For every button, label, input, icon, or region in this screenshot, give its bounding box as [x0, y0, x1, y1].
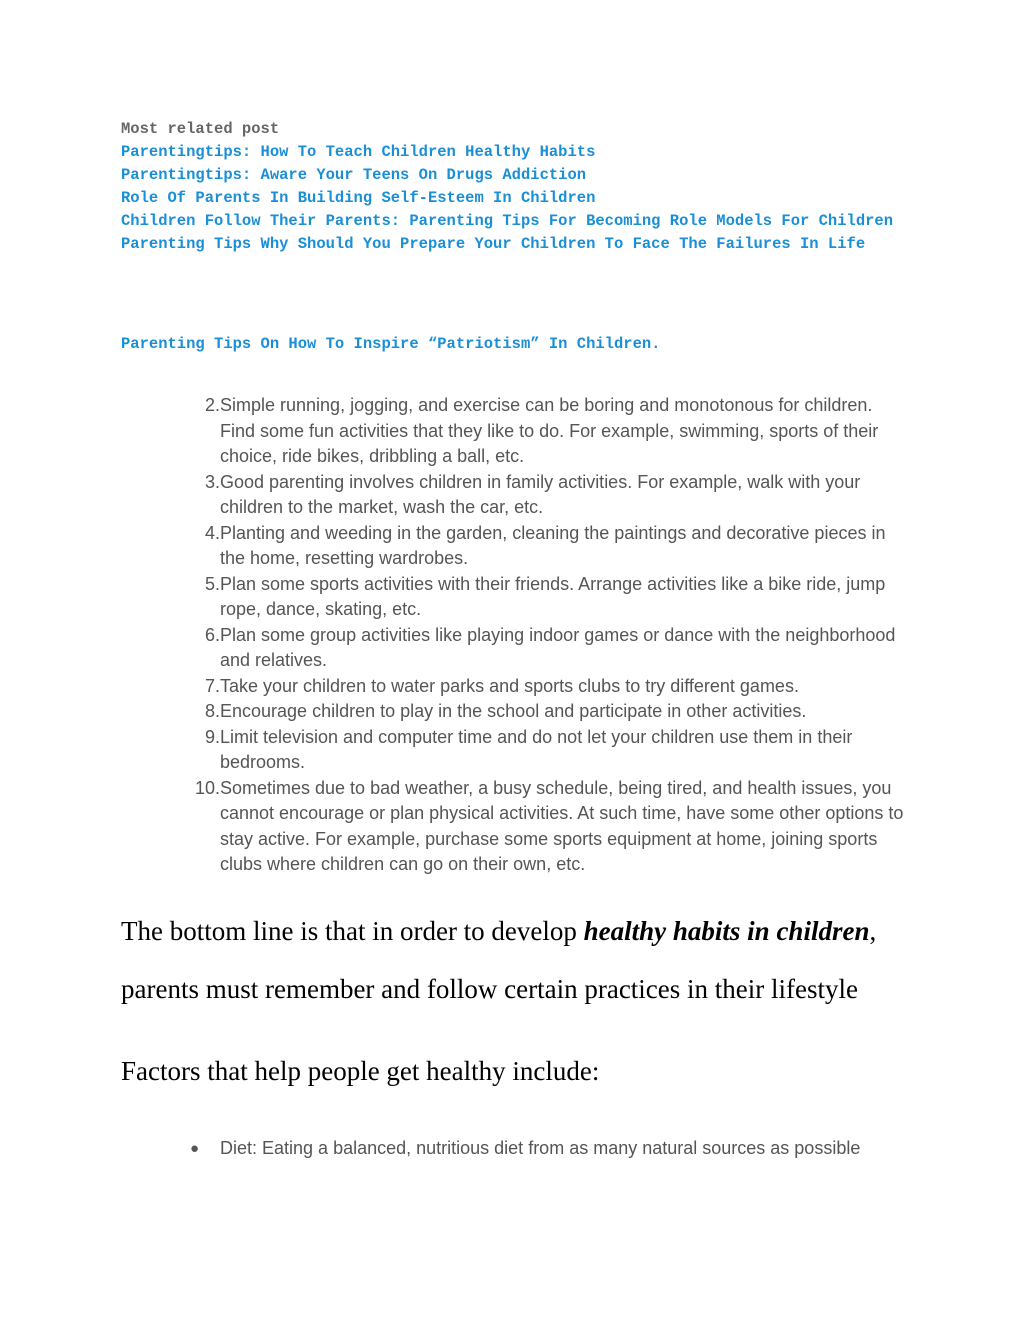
list-item-number: 4.: [204, 522, 220, 543]
list-item-number: 7.: [204, 675, 220, 696]
related-post-item: [121, 233, 921, 256]
list-item: [0, 699, 910, 725]
list-item: [0, 776, 910, 878]
list-item-text: Simple running, jogging, and exercise can be boring and monotonous for children. Find some fun activities that they like to do. For example, swimming, sports of their choice, ride bikes, dribbling a ball, etc.: [220, 395, 879, 466]
list-item-text: Plan some sports activities with their friends. Arrange activities like a bike ride, jump rope, dance, skating, etc.: [220, 573, 886, 619]
list-item: [0, 393, 910, 470]
related-post-link-self-esteem[interactable]: Role Of Parents In Building Self-Esteem In Children: [121, 189, 596, 207]
bottom-line-emphasis: healthy habits in children: [583, 916, 870, 946]
list-item-text: Plan some group activities like playing indoor games or dance with the neighborhood and relatives.: [220, 624, 896, 670]
factors-bullet-list: [0, 1136, 910, 1162]
activities-numbered-list: [0, 393, 910, 878]
list-item-text: Diet: Eating a balanced, nutritious diet from as many natural sources as possible: [220, 1138, 861, 1158]
list-item-number: 8.: [204, 701, 220, 721]
list-item-number: 2.: [204, 395, 220, 415]
list-item-text: Sometimes due to bad weather, a busy schedule, being tired, and health issues, you cannot encourage or plan physical activities. At such time, have some other options to stay active. For example, purchase some sports equipment at home, joining sports clubs where children can go on their own, etc.: [220, 777, 904, 874]
list-item: [0, 1136, 910, 1162]
featured-patriotism-link[interactable]: Parenting Tips On How To Inspire “Patriotism” In Children.: [121, 335, 661, 353]
list-item: [0, 572, 910, 623]
related-post-item: [121, 210, 921, 233]
list-item-text: Encourage children to play in the school and participate in other activities.: [220, 701, 807, 721]
bottom-line-paragraph: [121, 902, 921, 1018]
list-item-number: 5.: [204, 573, 220, 594]
related-post-link-healthy-habits[interactable]: Parentingtips: How To Teach Children Healthy Habits: [121, 143, 596, 161]
list-item-number: 6.: [204, 624, 220, 645]
list-item: [0, 674, 910, 700]
factors-heading: Factors that help people get healthy include:: [121, 1056, 600, 1086]
list-item-text: Take your children to water parks and sports clubs to try different games.: [220, 675, 799, 696]
related-post-item: [121, 164, 921, 187]
list-item-number: 10.: [194, 777, 220, 798]
related-post-item: [121, 187, 921, 210]
bottom-line-text-start: The bottom line is that in order to develop: [121, 916, 584, 946]
list-item-text: Planting and weeding in the garden, cleaning the paintings and decorative pieces in the home, resetting wardrobes.: [220, 522, 886, 568]
related-post-link-failures[interactable]: Parenting Tips Why Should You Prepare Your Children To Face The Failures In Life: [121, 235, 866, 253]
related-post-link-role-models[interactable]: Children Follow Their Parents: Parenting Tips For Becoming Role Models For Children: [121, 212, 894, 230]
list-item: [0, 725, 910, 776]
bottom-line-text-end: , parents must remember and follow certain practices in their lifestyle: [121, 916, 877, 1004]
bullet-icon: ●: [190, 1140, 200, 1157]
list-item: [0, 470, 910, 521]
related-post-item: [121, 141, 921, 164]
related-post-list: [121, 141, 921, 256]
list-item-number: 3.: [204, 471, 220, 492]
list-item-number: 9.: [204, 726, 220, 747]
list-item: [0, 521, 910, 572]
list-item-text: Good parenting involves children in family activities. For example, walk with your children to the market, wash the car, etc.: [220, 471, 861, 517]
most-related-heading: Most related post: [121, 120, 280, 138]
list-item: [0, 623, 910, 674]
list-item-text: Limit television and computer time and do not let your children use them in their bedrooms.: [220, 726, 853, 772]
related-post-link-drugs-addiction[interactable]: Parentingtips: Aware Your Teens On Drugs Addiction: [121, 166, 587, 184]
